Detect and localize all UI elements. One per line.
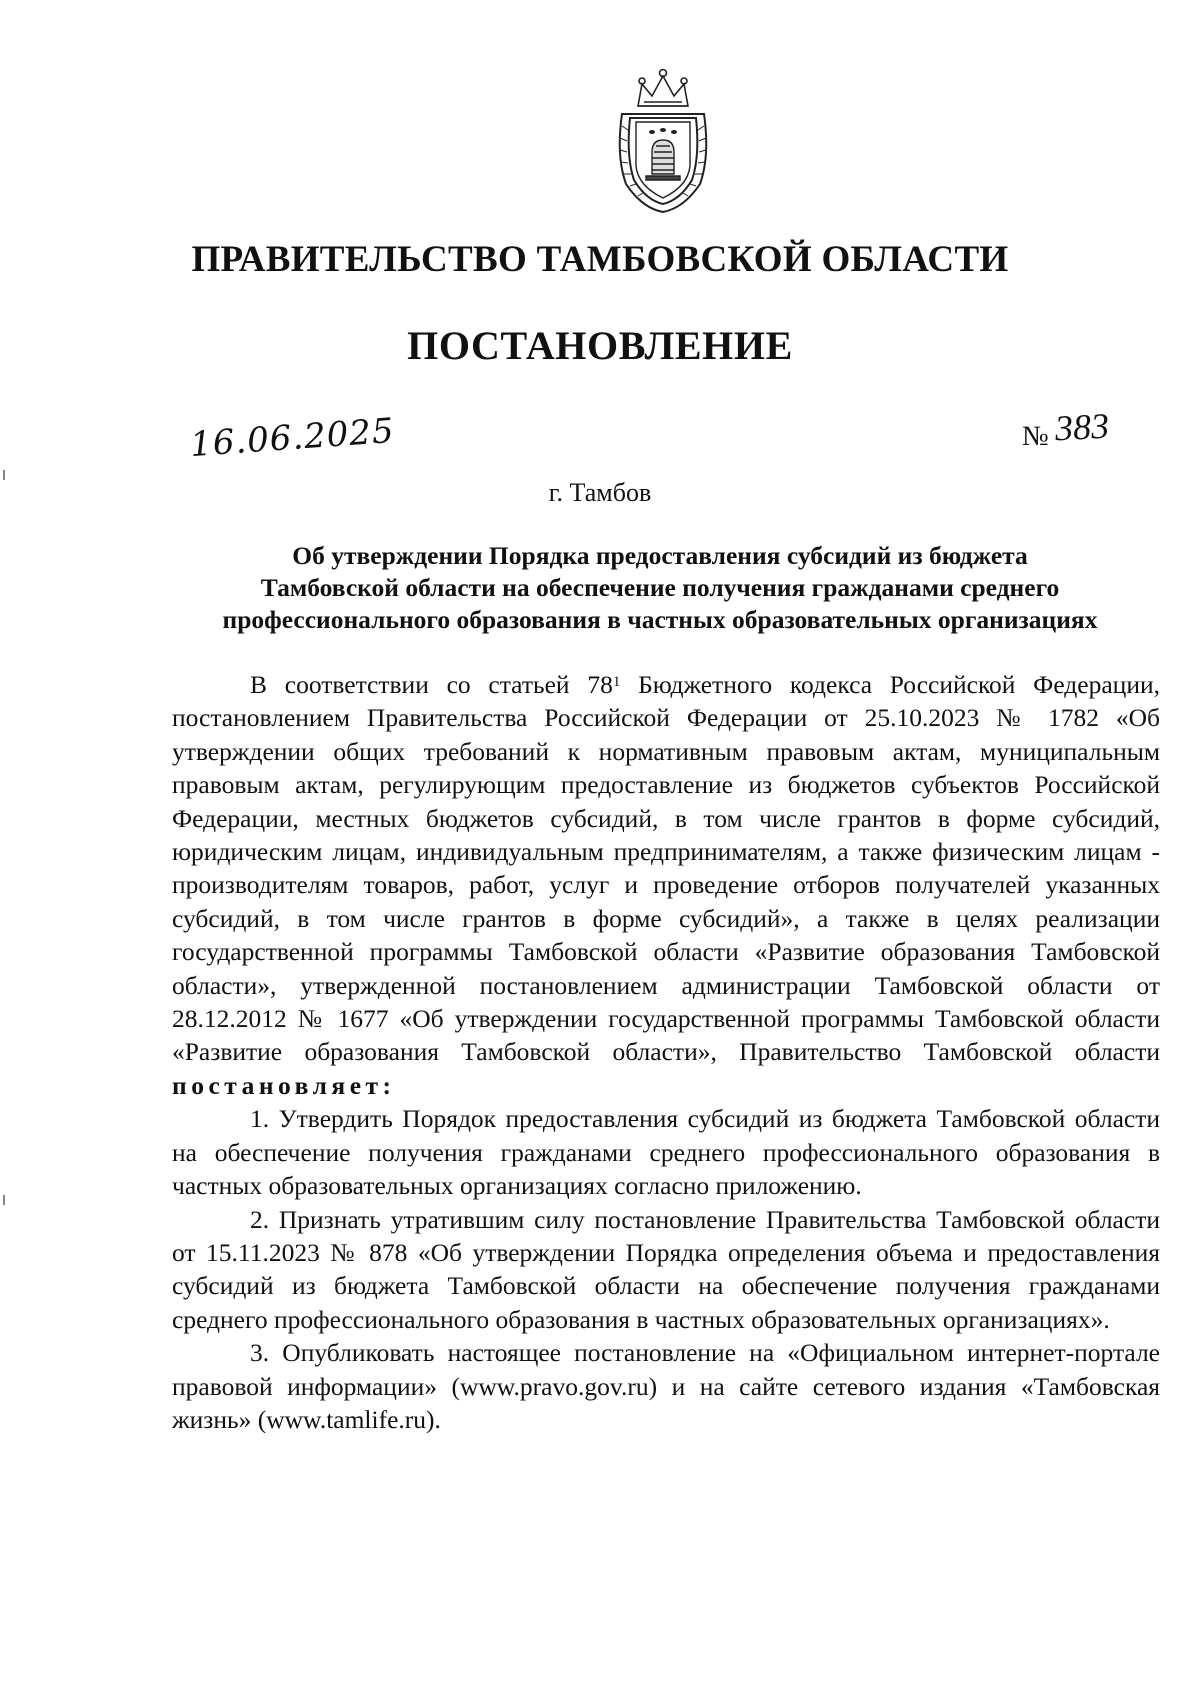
subject-line: Тамбовской области на обеспечение получения гражданами среднего bbox=[260, 573, 1060, 602]
scan-mark bbox=[3, 1195, 5, 1205]
document-type-heading: ПОСТАНОВЛЕНИЕ bbox=[407, 323, 793, 368]
document-body bbox=[172, 668, 1160, 1436]
subject-line: Об утверждении Порядка предоставления субсидий из бюджета bbox=[292, 541, 1028, 570]
resolves-word: постановляет: bbox=[172, 1070, 396, 1100]
preamble-text-start: В соответствии со статьей 78 bbox=[250, 670, 613, 699]
article-superscript: 1 bbox=[612, 674, 621, 690]
preamble-paragraph bbox=[172, 668, 1160, 1102]
resolution-item-2: 2. Признать утратившим силу постановление Правительства Тамбовской области от 15.11.2023 № 878 «Об утверждении Порядка определения объема и предоставления субсидий из бюджета Тамбовской области на обеспечение получения гражданами среднего профессионального образования в частных образовательных организациях». bbox=[172, 1204, 1160, 1334]
organization-title: ПРАВИТЕЛЬСТВО ТАМБОВСКОЙ ОБЛАСТИ bbox=[191, 239, 1009, 280]
document-number bbox=[1022, 405, 1110, 454]
tambov-coat-of-arms-icon bbox=[608, 66, 718, 216]
document-subject bbox=[160, 540, 1160, 636]
number-prefix: № bbox=[1022, 421, 1049, 452]
subject-line: профессионального образования в частных образовательных организациях bbox=[222, 605, 1098, 634]
handwritten-date: 16.06.2025 bbox=[188, 410, 396, 466]
handwritten-number: 383 bbox=[1053, 405, 1110, 449]
resolution-item-1: 1. Утвердить Порядок предоставления субсидий из бюджета Тамбовской области на обеспечение получения гражданами среднего профессионального образования в частных образовательных организациях согласно приложению. bbox=[172, 1104, 1160, 1201]
city: г. Тамбов bbox=[548, 478, 652, 507]
resolution-item-3: 3. Опубликовать настоящее постановление на «Официальном интернет-портале правовой информации» (www.pravo.gov.ru) и на сайте сетевого издания «Тамбовская жизнь» (www.tamlife.ru). bbox=[172, 1338, 1160, 1434]
preamble-text: Бюджетного кодекса Российской Федерации, постановлением Правительства Российской Федерации от 25.10.2023 № 1782 «Об утверждении общих требований к нормативным правовым актам, муниципальным правовым актам, регулирующим предоставление из бюджетов субъектов Российской Федерации, местных бюджетов субсидий, в том числе грантов в форме субсидий, юридическим лицам, индивидуальным предпринимателям, а также физическим лицам - производителям товаров, работ, услуг и проведение отборов получателей указанных субсидий, в том числе грантов в форме субсидий», а также в целях реализации государственной программы Тамбовской области «Развитие образования Тамбовской области», утвержденной постановлением администрации Тамбовской области от 28.12.2012 № 1677 «Об утверждении государственной программы Тамбовской области «Развитие образования Тамбовской области», Правительство Тамбовской области bbox=[172, 670, 1160, 1067]
